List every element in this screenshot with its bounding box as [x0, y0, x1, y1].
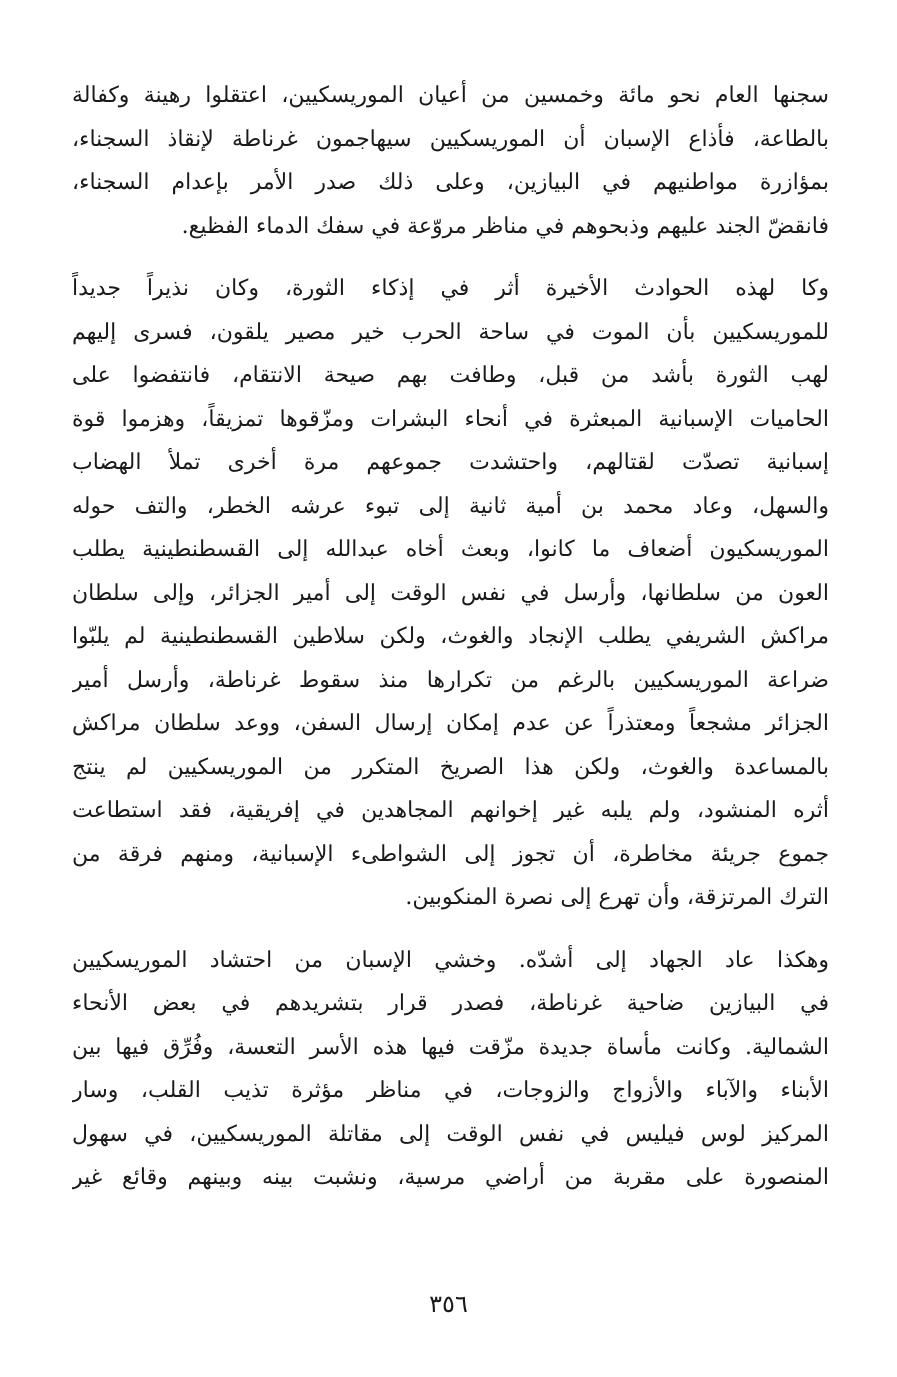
- text-line: وكا لهذه الحوادث الأخيرة أثر في إذكاء الثورة، وكان نذيراً جديداً: [72, 276, 829, 301]
- text-line: وهكذا عاد الجهاد إلى أشدّه. وخشي الإسبان من احتشاد الموريسكيين: [72, 947, 829, 973]
- text-line: أثره المنشود، ولم يلبه غير إخوانهم المجاهدين في إفريقية، فقد استطاعت: [72, 798, 829, 823]
- text-line: بمؤازرة مواطنيهم في البيازين، وعلى ذلك صدر الأمر بإعدام السجناء،: [72, 170, 829, 195]
- text-line: الموريسكيون أضعاف ما كانوا، وبعث أخاه عبدالله إلى القسطنطينية يطلب: [72, 537, 829, 562]
- text-line: جموع جريئة مخاطرة، أن تجوز إلى الشواطىء الإسبانية، ومنهم فرقة من: [72, 841, 829, 867]
- text-line: للموريسكيين بأن الموت في ساحة الحرب خير مصير يلقون، فسرى إليهم: [72, 319, 829, 345]
- text-line: المركيز لوس فيليس في نفس الوقت إلى مقاتلة الموريسكيين، في سهول: [72, 1121, 829, 1147]
- text-line: الجزائر مشجعاً ومعتذراً عن عدم إمكان إرسال السفن، ووعد سلطان مراكش: [72, 711, 829, 736]
- text-line: بالطاعة، فأذاع الإسبان أن الموريسكيين سيهاجمون غرناطة لإنقاذ السجناء،: [72, 126, 829, 152]
- text-line: الحاميات الإسبانية المبعثرة في أنحاء البشرات ومزّقوها تمزيقاً، وهزموا قوة: [72, 406, 829, 432]
- text-line: الترك المرتزقة، وأن تهرع إلى نصرة المنكوبين.: [405, 885, 829, 910]
- paragraph-3: [72, 939, 829, 1200]
- text-line: المنصورة على مقربة من أراضي مرسية، ونشبت بينه وبينهم وقائع غير: [72, 1165, 829, 1190]
- text-line: بالمساعدة والغوث، ولكن هذا الصريخ المتكرر من الموريسكيين لم ينتج: [72, 754, 829, 780]
- text-line: إسبانية تصدّت لقتالهم، واحتشدت جموعهم مرة أخرى تملأ الهضاب: [72, 450, 829, 475]
- text-line: فانقضّ الجند عليهم وذبحوهم في مناظر مروّعة في سفك الدماء الفظيع.: [181, 213, 829, 239]
- text-line: والسهل، وعاد محمد بن أمية ثانية إلى تبوء عرشه الخطر، والتف حوله: [72, 493, 829, 519]
- text-line: الأبناء والآباء والأزواج والزوجات، في مناظر مؤثرة تذيب القلب، وسار: [72, 1078, 829, 1103]
- paragraph-1: [72, 74, 829, 248]
- text-line: لهب الثورة بأشد من قبل، وطافت بهم صيحة الانتقام، فانتفضوا على: [72, 363, 829, 388]
- text-line: في البيازين ضاحية غرناطة، فصدر قرار بتشريدهم في بعض الأنحاء: [72, 991, 829, 1016]
- text-line: الشمالية. وكانت مأساة جديدة مزّقت فيها هذه الأسر التعسة، وفُرِّق فيها بين: [72, 1034, 829, 1060]
- text-line: ضراعة الموريسكيين بالرغم من تكرارها منذ سقوط غرناطة، وأرسل أمير: [72, 667, 829, 693]
- text-line: العون من سلطانها، وأرسل في نفس الوقت إلى أمير الجزائر، وإلى سلطان: [72, 580, 829, 606]
- paragraph-2: [72, 267, 829, 920]
- text-line: سجنها العام نحو مائة وخمسين من أعيان الموريسكيين، اعتقلوا رهينة وكفالة: [72, 83, 829, 108]
- document-page: [72, 74, 829, 1200]
- text-line: مراكش الشريفي يطلب الإنجاد والغوث، ولكن سلاطين القسطنطينية لم يلبّوا: [72, 624, 829, 649]
- page-number: ٣٥٦: [429, 1290, 468, 1318]
